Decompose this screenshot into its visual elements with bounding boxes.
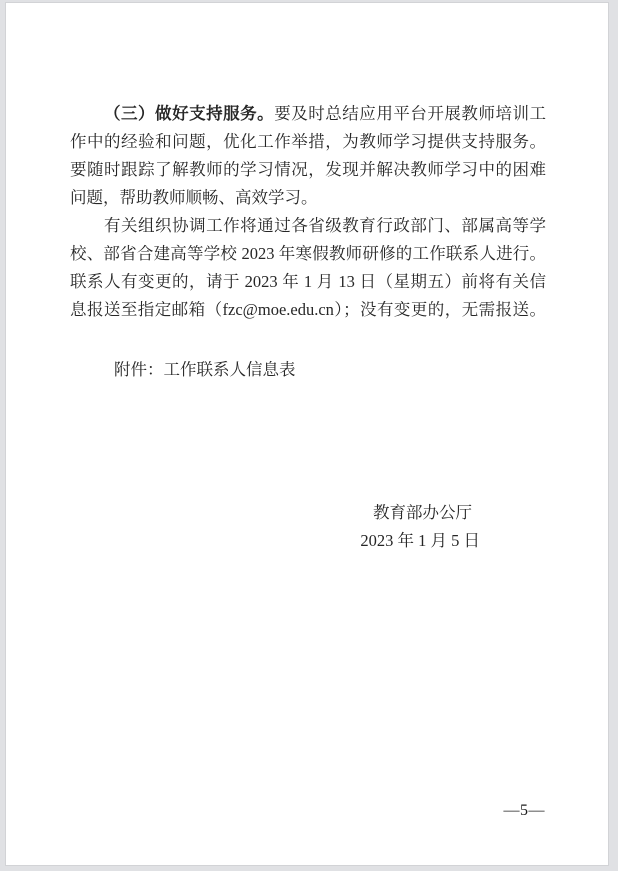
section-heading: （三）做好支持服务。 [104, 104, 275, 123]
signature-date: 2023 年 1 月 5 日 [360, 531, 480, 550]
para1-line2: 作中的经验和问题，优化工作举措，为教师学习提供支持服务。 [70, 132, 546, 151]
para1-line4: 问题，帮助教师顺畅、高效学习。 [70, 188, 318, 207]
document-body [70, 100, 546, 555]
para2-line4: 息报送至指定邮箱（fzc@moe.edu.cn）；没有变更的，无需报送。 [70, 300, 546, 319]
document-page [5, 2, 609, 866]
attachment-line: 附件：工作联系人信息表 [114, 360, 296, 379]
para1-line3: 要随时跟踪了解教师的学习情况，发现并解决教师学习中的困难 [70, 160, 546, 179]
page-number: —5— [503, 802, 545, 819]
para2-line3: 联系人有变更的，请于 2023 年 1 月 13 日（星期五）前将有关信 [70, 272, 546, 291]
signature-organization: 教育部办公厅 [373, 503, 472, 522]
para2-line2: 校、部省合建高等学校 2023 年寒假教师研修的工作联系人进行。 [70, 244, 546, 263]
para1-line1-text: 要及时总结应用平台开展教师培训工 [274, 104, 547, 123]
para1-line1 [70, 100, 546, 128]
para2-line1: 有关组织协调工作将通过各省级教育行政部门、部属高等学 [104, 216, 546, 235]
